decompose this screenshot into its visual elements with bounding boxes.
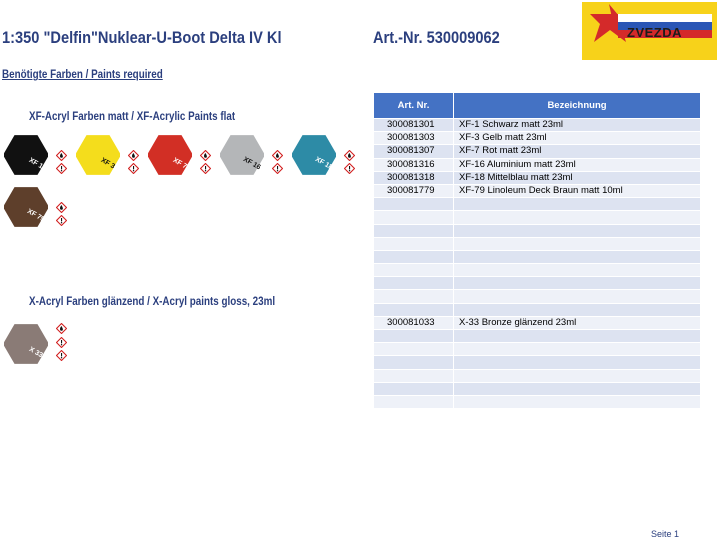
swatch-hexagon xyxy=(76,135,120,175)
cell-bezeichnung: XF-18 Mittelblau matt 23ml xyxy=(454,171,701,184)
cell-bezeichnung xyxy=(454,303,701,316)
table-row xyxy=(374,303,701,316)
table-row xyxy=(374,369,701,382)
cell-art-nr xyxy=(374,369,454,382)
cell-bezeichnung: XF-3 Gelb matt 23ml xyxy=(454,132,701,145)
exclamation-hazard-icon xyxy=(344,163,355,174)
document-title: 1:350 "Delfin"Nuklear-U-Boot Delta IV Kl xyxy=(2,28,282,47)
table-row xyxy=(374,184,701,197)
swatch-hexagon xyxy=(4,135,48,175)
table-row xyxy=(374,224,701,237)
paint-swatch xyxy=(220,134,264,176)
cell-art-nr xyxy=(374,250,454,263)
paint-swatch xyxy=(4,186,48,228)
cell-art-nr xyxy=(374,198,454,211)
cell-art-nr xyxy=(374,224,454,237)
table-row xyxy=(374,171,701,184)
swatch-label: X 33 xyxy=(27,346,44,360)
exclamation-hazard-icon xyxy=(56,337,67,348)
table-row xyxy=(374,277,701,290)
paint-swatch xyxy=(148,134,192,176)
cell-bezeichnung: XF-7 Rot matt 23ml xyxy=(454,145,701,158)
swatch-label: XF 16 xyxy=(241,155,262,172)
article-number: Art.-Nr. 530009062 xyxy=(373,28,500,47)
cell-bezeichnung xyxy=(454,224,701,237)
flame-hazard-icon xyxy=(56,323,67,334)
paints-required-heading: Benötigte Farben / Paints required xyxy=(2,67,163,81)
cell-art-nr xyxy=(374,211,454,224)
cell-art-nr xyxy=(374,343,454,356)
page-number: Seite 1 xyxy=(651,529,680,539)
cell-art-nr xyxy=(374,277,454,290)
cell-art-nr xyxy=(374,330,454,343)
flame-hazard-icon xyxy=(56,202,67,213)
cell-art-nr xyxy=(374,303,454,316)
swatch-label: XF 3 xyxy=(99,156,116,171)
table-row xyxy=(374,250,701,263)
cell-bezeichnung xyxy=(454,343,701,356)
swatch-hexagon xyxy=(4,324,48,364)
column-header-bezeichnung: Bezeichnung xyxy=(454,93,701,119)
cell-bezeichnung xyxy=(454,356,701,369)
cell-art-nr: 300081307 xyxy=(374,145,454,158)
cell-bezeichnung: X-33 Bronze glänzend 23ml xyxy=(454,316,701,329)
column-header-art-nr: Art. Nr. xyxy=(374,93,454,119)
exclamation-hazard-icon xyxy=(200,163,211,174)
cell-bezeichnung xyxy=(454,264,701,277)
swatch-label: XF 1 xyxy=(27,156,44,171)
cell-bezeichnung xyxy=(454,330,701,343)
table-row xyxy=(374,382,701,395)
paints-table xyxy=(373,92,701,409)
cell-bezeichnung xyxy=(454,290,701,303)
table-row xyxy=(374,356,701,369)
cell-bezeichnung: XF-16 Aluminium matt 23ml xyxy=(454,158,701,171)
table-row xyxy=(374,264,701,277)
logo-text: ZVEZDA xyxy=(627,25,682,40)
cell-art-nr xyxy=(374,382,454,395)
exclamation-hazard-icon xyxy=(128,163,139,174)
paint-swatch xyxy=(4,134,48,176)
cell-art-nr xyxy=(374,264,454,277)
swatch-hexagon xyxy=(148,135,192,175)
flame-hazard-icon xyxy=(56,150,67,161)
cell-art-nr: 300081303 xyxy=(374,132,454,145)
cell-art-nr xyxy=(374,290,454,303)
xf-group-heading: XF-Acryl Farben matt / XF-Acrylic Paints flat xyxy=(29,109,236,123)
table-row xyxy=(374,158,701,171)
table-header-row xyxy=(374,93,701,119)
cell-art-nr xyxy=(374,356,454,369)
exclamation-hazard-icon xyxy=(56,215,67,226)
flame-hazard-icon xyxy=(200,150,211,161)
paint-swatch xyxy=(292,134,336,176)
table-row xyxy=(374,211,701,224)
table-row xyxy=(374,145,701,158)
table-row xyxy=(374,290,701,303)
table-row xyxy=(374,237,701,250)
paint-swatch xyxy=(76,134,120,176)
cell-art-nr: 300081318 xyxy=(374,171,454,184)
flame-hazard-icon xyxy=(128,150,139,161)
table-row xyxy=(374,119,701,132)
table-row xyxy=(374,343,701,356)
cell-bezeichnung xyxy=(454,369,701,382)
cell-bezeichnung xyxy=(454,395,701,408)
exclamation-hazard-icon xyxy=(272,163,283,174)
cell-art-nr: 300081301 xyxy=(374,119,454,132)
table-row xyxy=(374,395,701,408)
exclamation-hazard-icon xyxy=(56,350,67,361)
cell-art-nr xyxy=(374,395,454,408)
paint-swatch xyxy=(4,323,48,365)
cell-art-nr: 300081033 xyxy=(374,316,454,329)
table-row xyxy=(374,198,701,211)
cell-bezeichnung xyxy=(454,382,701,395)
swatch-label: XF 79 xyxy=(25,207,46,224)
table-row xyxy=(374,132,701,145)
cell-bezeichnung xyxy=(454,198,701,211)
cell-art-nr xyxy=(374,237,454,250)
swatch-label: XF 18 xyxy=(313,155,334,172)
table-row xyxy=(374,316,701,329)
flame-hazard-icon xyxy=(272,150,283,161)
swatch-label: XF 7 xyxy=(171,156,188,171)
flame-hazard-icon xyxy=(344,150,355,161)
cell-bezeichnung xyxy=(454,250,701,263)
cell-art-nr: 300081779 xyxy=(374,184,454,197)
exclamation-hazard-icon xyxy=(56,163,67,174)
cell-bezeichnung xyxy=(454,277,701,290)
cell-bezeichnung xyxy=(454,237,701,250)
cell-bezeichnung: XF-79 Linoleum Deck Braun matt 10ml xyxy=(454,184,701,197)
x-group-heading: X-Acryl Farben glänzend / X-Acryl paints gloss, 23ml xyxy=(29,294,276,308)
zvezda-logo xyxy=(582,2,717,60)
cell-art-nr: 300081316 xyxy=(374,158,454,171)
cell-bezeichnung: XF-1 Schwarz matt 23ml xyxy=(454,119,701,132)
table-row xyxy=(374,330,701,343)
cell-bezeichnung xyxy=(454,211,701,224)
